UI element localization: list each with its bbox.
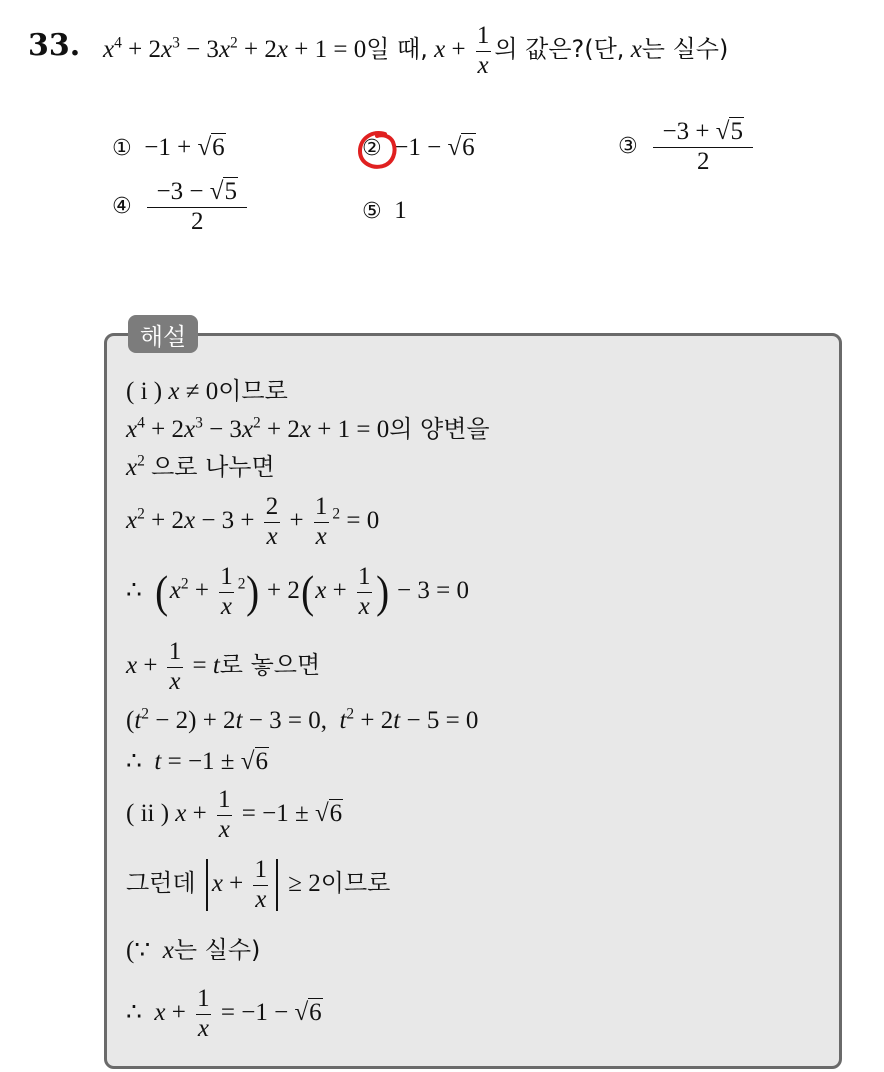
choice-1-number: ① [112,136,132,161]
question-number: 33. [28,28,81,63]
choice-3-number: ③ [618,133,638,159]
condition-suffix: 일 때, [366,34,428,63]
however: 그런데 [126,868,196,897]
question-text: $x^4 + 2x^3 - 3x^2 + 2x + 1 = 0$일 때, x + $\frac{1}{x}$ 의 값은?(단, x는 실수) [103,22,729,79]
sol-line-4: $x^2 + 2x - 3$ + $\frac{2}{x}$ + $\frac{1}{x}$ $^2$ = 0 [126,493,380,550]
sol-line-1: ( i ) x ≠ 0이므로 [126,377,288,405]
sol-line-11: (∵ x는 실수) [126,936,261,964]
equation: $x^4 + 2x^3 - 3x^2 + 2x + 1 = 0$ [103,34,367,63]
solution-badge: 해설 [128,315,198,353]
because-prefix: (∵ [126,937,151,964]
sol-line-10: 그런데 x + $\frac{1}{x}$ ≥ 2이므로 [126,856,391,913]
choice-4[interactable]: ④ $\frac{-3 - √5}{2}$ [112,178,250,237]
answer-circle-mark [355,128,399,172]
choice-2[interactable]: ② −1 − √6 [362,134,475,161]
divide-by: 으로 나누면 [151,453,275,481]
case2-label: ( ii ) [126,799,170,827]
divide-suffix: 의 양변을 [389,415,490,443]
sol-line-2: $x^4 + 2x^3 - 3x^2 + 2x + 1 = 0$의 양변을 [126,414,490,443]
choice-4-number: ④ [112,193,132,219]
choice-2-number: ② [362,136,382,161]
sol-line-7: $(t^2 - 2) + 2t - 3 = 0$, $t^2 + 2t - 5 = 0$ [126,705,479,734]
since-suffix: 이므로 [320,868,391,897]
ask-tail: 는 실수) [641,34,729,63]
choice-1[interactable]: ① −1 + √6 [112,134,225,161]
choice-3[interactable]: ③ $\frac{-3 + √5}{2}$ [618,118,756,177]
sol-line-12: ∴ x + $\frac{1}{x}$ = −1 − √6 [126,985,322,1042]
sub-suffix: 로 놓으면 [219,650,321,679]
sol-line-8: ∴ t = −1 ± √6 [126,748,269,775]
because-tail: 는 실수) [173,936,261,964]
ask-var: x [630,35,642,63]
case1-cond: 이므로 [218,377,288,405]
sol-line-9: ( ii ) x + $\frac{1}{x}$ = −1 ± √6 [126,786,343,843]
case1-label: ( i ) [126,378,163,405]
sol-line-5: ∴ ($x^2$ + $\frac{1}{x}$ $^2$) + 2(x + $\frac{1}{x}$ ) − 3 = 0 [126,563,469,620]
ask-suffix: 의 값은?(단, [494,34,625,63]
sol-line-3: $x^2$ 으로 나누면 [126,452,275,481]
choice-5[interactable]: ⑤ 1 [362,197,407,224]
choice-5-number: ⑤ [362,199,382,224]
sol-line-6: x + $\frac{1}{x}$ = t로 놓으면 [126,638,321,695]
